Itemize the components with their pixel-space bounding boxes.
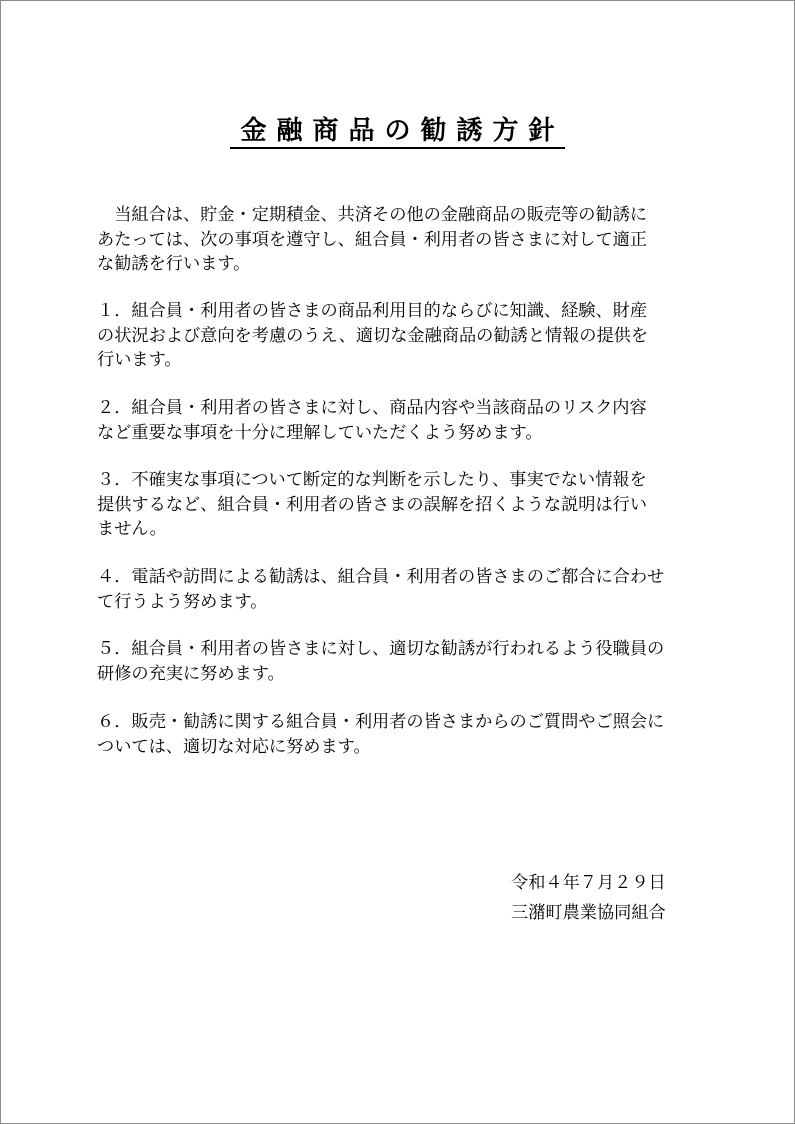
policy-item-2: ２．組合員・利用者の皆さまに対し、商品内容や当該商品のリスク内容 など重要な事項を十分に理解していただくよう努めます。 xyxy=(97,398,647,443)
intro-paragraph: 当組合は、貯金・定期積金、共済その他の金融商品の販売等の勧誘に あたっては、次の事項を遵守し、組合員・利用者の皆さまに対して適正 な勧誘を行います。 xyxy=(97,205,648,274)
policy-item-3: ３．不確実な事項について断定的な判断を示したり、事実でない情報を 提供するなど、組合員・利用者の皆さまの誤解を招くような説明は行い ません。 xyxy=(97,470,648,539)
policy-item-1: １．組合員・利用者の皆さまの商品利用目的ならびに知識、経験、財産 の状況および意向を考慮のうえ、適切な金融商品の勧誘と情報の提供を 行います。 xyxy=(97,301,649,370)
policy-item-5: ５．組合員・利用者の皆さまに対し、適切な勧誘が行われるよう役職員の 研修の充実に努めます。 xyxy=(97,639,665,684)
policy-item-6: ６．販売・勧誘に関する組合員・利用者の皆さまからのご質問やご照会に ついては、適切な対応に努めます。 xyxy=(97,712,665,757)
policy-item-4: ４．電話や訪問による勧誘は、組合員・利用者の皆さまのご都合に合わせ て行うよう努めます。 xyxy=(97,567,665,612)
title-text: 金融商品の勧誘方針 xyxy=(230,116,564,149)
document-date: 令和４年７月２９日 xyxy=(511,873,666,893)
organization-name: 三潴町農業協同組合 xyxy=(511,903,666,923)
document-title xyxy=(1,112,794,150)
